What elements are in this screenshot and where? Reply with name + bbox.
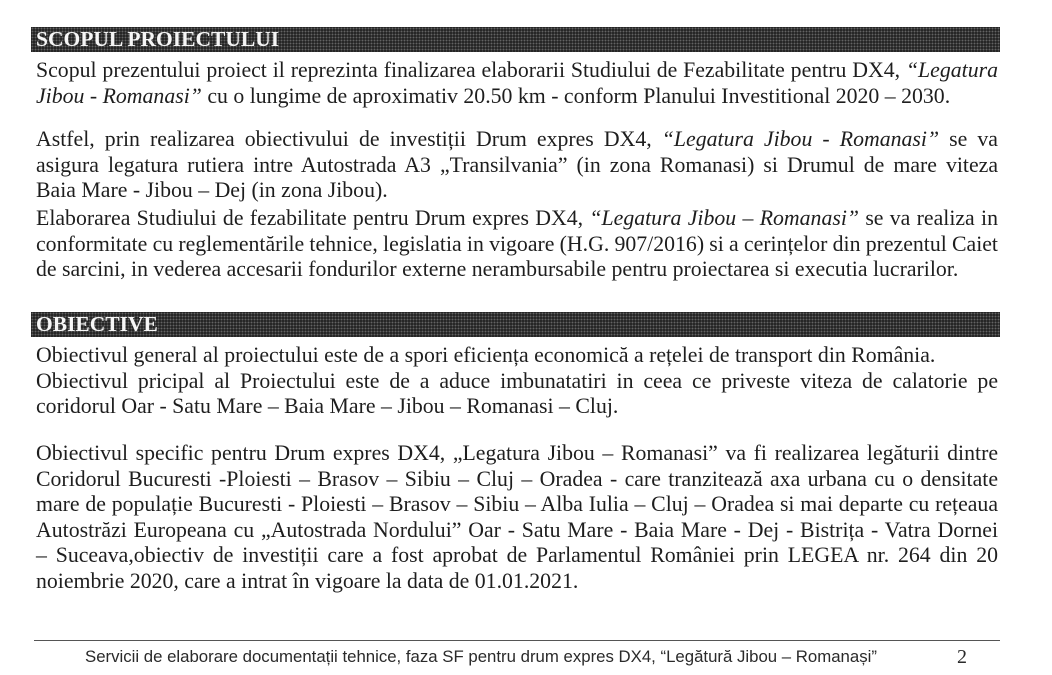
text-line	[36, 153, 998, 179]
text-line	[36, 569, 998, 595]
text-line	[36, 232, 998, 258]
section-heading-bar-obiective	[31, 312, 1000, 337]
text-line	[36, 257, 998, 283]
italic-project-title: “Legatura Jibou - Romanasi”	[661, 127, 940, 151]
text-line	[36, 206, 998, 232]
text-line	[36, 441, 998, 467]
paragraph-scop-3	[36, 206, 998, 283]
text-line	[36, 467, 998, 493]
text-run: Scopul prezentului proiect il reprezinta finalizarea elaborarii Studiului de Fezabilitate pentru DX4,	[36, 58, 906, 82]
footer-text: Servicii de elaborare documentații tehnice, faza SF pentru drum expres DX4, “Legătură Jibou – Romanași”	[85, 647, 877, 666]
text-line	[36, 369, 998, 395]
text-run: – Suceava,obiectiv de investiții care a fost aprobat de Parlamentul României prin LEGEA nr. 264 din 20	[36, 543, 998, 568]
paragraph-scop-2	[36, 127, 998, 204]
text-run: se va	[939, 127, 998, 151]
section-heading-obiective: OBIECTIVE	[36, 312, 158, 336]
paragraph-obiective-1	[36, 343, 998, 420]
text-line	[36, 492, 998, 518]
text-run: cu o lungime de aproximativ 20.50 km - conform Planului Investitional 2020 – 2030.	[201, 83, 951, 108]
section-heading-bar-scop	[31, 27, 1000, 52]
text-run: Astfel, prin realizarea obiectivului de investiții Drum expres DX4,	[36, 127, 662, 151]
text-line	[36, 178, 998, 204]
footer-rule	[34, 640, 1000, 641]
text-run: Elaborarea Studiului de fezabilitate pentru Drum expres DX4,	[36, 206, 590, 230]
text-line	[36, 84, 998, 110]
text-run: coridorul Oar - Satu Mare – Baia Mare – Jibou – Romanasi – Cluj.	[36, 394, 619, 419]
text-line	[36, 127, 998, 153]
italic-project-title: Jibou - Romanasi”	[36, 83, 202, 108]
italic-project-title: “Legatura Jibou – Romanasi”	[589, 206, 860, 230]
paragraph-obiective-2	[36, 441, 998, 595]
page-number: 2	[957, 646, 967, 668]
section-heading-scop: SCOPUL PROIECTULUI	[36, 27, 280, 51]
text-run: noiembrie 2020, care a intrat în vigoare la data de 01.01.2021.	[36, 568, 579, 593]
text-run: conformitate cu reglementările tehnice, legislatia in vigoare (H.G. 907/2016) si a cerințelor din prezentul Caiet	[36, 231, 998, 256]
italic-project-title: “Legatura	[905, 58, 998, 82]
text-run: asigura legatura rutiera intre Autostrada A3 „Transilvania” (in zona Romanasi) si Drumul de mare viteza	[36, 152, 998, 177]
text-run: Coridorul Bucuresti -Ploiesti – Brasov – Sibiu – Cluj – Oradea - care tranzitează axa urbana cu o densitate	[36, 466, 998, 491]
text-line	[36, 343, 998, 369]
text-run: Obiectivul specific pentru Drum expres DX4, „Legatura Jibou – Romanasi” va fi realizarea legăturii dintre	[36, 441, 998, 465]
text-line	[36, 543, 998, 569]
text-line	[36, 518, 998, 544]
text-run: Baia Mare - Jibou – Dej (in zona Jibou).	[36, 178, 388, 203]
text-line	[36, 58, 998, 84]
text-run: Obiectivul pricipal al Proiectului este de a aduce imbunatatiri in ceea ce priveste viteza de calatorie pe	[36, 368, 998, 393]
text-run: Obiectivul general al proiectului este de a spori eficiența economică a rețelei de transport din România.	[36, 343, 936, 367]
text-run: mare de populație Bucuresti - Ploiesti – Brasov – Sibiu – Alba Iulia – Cluj – Oradea si mai departe cu rețeaua	[36, 492, 998, 517]
text-run: Autostrăzi Europeana cu „Autostrada Nordului” Oar - Satu Mare - Baia Mare - Dej - Bistrița - Vatra Dornei	[36, 517, 998, 542]
paragraph-scop-1	[36, 58, 998, 109]
text-line	[36, 394, 998, 420]
text-run: se va realiza in	[859, 206, 998, 230]
text-run: de sarcini, in vederea accesarii fondurilor externe nerambursabile pentru proiectarea si executia lucrarilor.	[36, 257, 959, 282]
